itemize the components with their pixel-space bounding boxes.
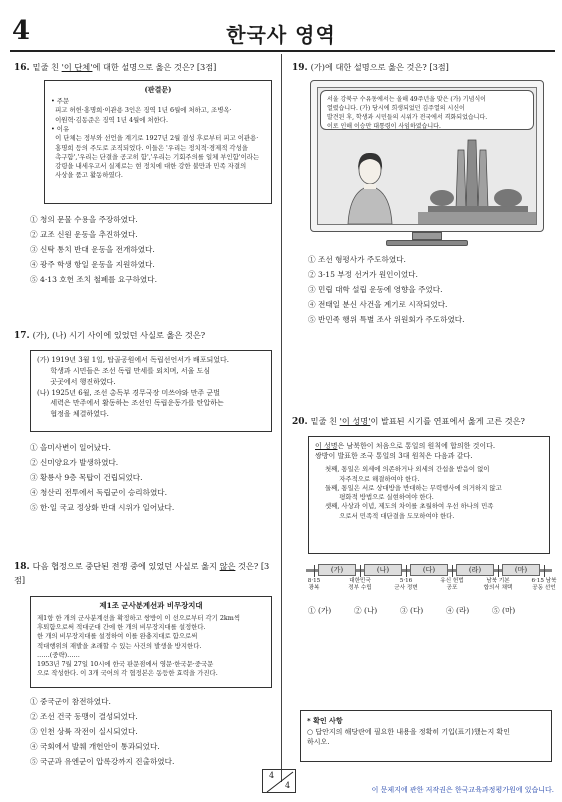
q20-option-2[interactable]: ② (나) [354,606,378,615]
q19-option-2[interactable]: ② 3·15 부정 선거가 원인이었다. [308,270,418,279]
section-title: 한국사 영역 [226,23,336,47]
q16-box-line-2: 피고 허헌·홍명희·이관용 3인은 징역 1년 6월에 처하고, 조병옥· [51,106,232,115]
timeline-event-2: 대한민국 정부 수립 [348,578,372,592]
timeline-period-4: (라) [456,564,494,576]
q16-text-pre: 밑줄 친 [32,62,62,72]
q16-option-4[interactable]: ④ 광주 학생 항일 운동을 지원하였다. [30,260,155,269]
timeline-period-1: (가) [318,564,356,576]
q20-option-1[interactable]: ① (가) [308,606,332,615]
timeline-period-2: (나) [364,564,402,576]
timeline-tick-6 [544,565,545,577]
timeline-period-3: (다) [410,564,448,576]
timeline-tick-4 [452,565,453,577]
notice-line1: ○ 답안지의 해당란에 필요한 내용을 정확히 기입(표기)했는지 확인 [307,727,510,736]
q17-option-4[interactable]: ④ 청산리 전투에서 독립군이 승리하였다. [30,488,168,497]
timeline-event-3: 5·16 군사 정변 [394,578,418,592]
q18-option-3[interactable]: ③ 인천 상륙 작전이 실시되었다. [30,727,138,736]
q18-box-line-3: 한 개의 비무장지대를 설정하여 이를 완충지대로 함으로써 [37,632,198,641]
timeline-period-5: (마) [502,564,540,576]
q16-title [14,62,276,74]
page-indicator-total: 4 [285,781,291,790]
copyright-notice: 이 문제지에 관한 저작권은 한국교육과정평가원에 있습니다. [371,786,554,794]
q16-box-line-6: 홍명희 등의 주도로 조직되었다. 이들은 '우리는 정치적·경제적 각성을 [51,143,248,152]
q17-box-line-3: 곳곳에서 행진하였다. [37,377,116,386]
q16-box-line-4: • 이유 [51,124,70,133]
q18-title [14,560,278,588]
q18-box-line-2: 후퇴함으로써 적대군대 간에 한 개의 비무장지대를 설정한다. [37,623,206,632]
timeline-tick-2 [360,565,361,577]
news-anchor-illustration [318,132,536,224]
q17-box-line-5: 세력은 만주에서 활동하는 조선인 독립운동가를 탄압하는 [37,399,224,408]
notice-line2: 하시오. [307,738,330,746]
q18-box-line-5: ……(중략)…… [37,650,80,659]
q16-number: 16. [14,63,30,73]
q20-option-3[interactable]: ③ (다) [400,606,424,615]
q19-bubble-line-3: 발견된 후, 학생과 시민들의 시위가 전국에서 격화되었습니다. [327,114,488,121]
q20-title [292,416,556,428]
timeline-event-1: 8·15 광복 [307,578,321,592]
q16-option-2[interactable]: ② 교조 신원 운동을 추진하였다. [30,230,138,239]
tv-screen [317,87,537,225]
q20-box-line1 [315,441,543,451]
q20-text-pre: 밑줄 친 [310,416,340,426]
q18-box-line-1: 제1항 한 개의 군사분계선을 확정하고 쌍방이 이 선으로부터 각기 2km씩 [37,613,241,622]
q18-option-1[interactable]: ① 중국군이 참전하였다. [30,697,111,706]
q16-text-post: 에 대한 설명으로 옳은 것은? [3점] [92,62,217,72]
q20-principle-line-5: 셋째, 사상과 이념, 제도의 차이를 초월하여 우선 하나의 민족 [325,502,494,511]
q17-option-5[interactable]: ⑤ 한·일 국교 정상화 반대 시위가 일어났다. [30,503,175,512]
notice-box [300,710,552,762]
q17-source-box [30,350,272,432]
timeline-tick-1 [314,565,315,577]
q18-option-2[interactable]: ② 조선 건국 동맹이 결성되었다. [30,712,138,721]
q17-box-line-1: (가) 1919년 3월 1일, 탑골공원에서 독립선언서가 배포되었다. [37,356,229,364]
q16-underlined-term: '이 단체' [61,62,93,72]
q20-principles [315,465,543,521]
q19-option-3[interactable]: ③ 민립 대학 설립 운동에 영향을 주었다. [308,285,443,294]
q18-underlined-term: 않은 [219,561,236,571]
q20-options [308,606,552,616]
timeline-tick-5 [498,565,499,577]
q19-number: 19. [292,63,308,73]
q17-box-line-6: 협정을 체결하였다. [37,410,109,419]
q18-box-lines [37,614,265,679]
q18-source-box [30,596,272,688]
column-divider [281,54,282,782]
q17-box-lines [37,355,265,420]
header-divider [10,50,555,52]
q19-text: (가)에 대한 설명으로 옳은 것은? [3점] [310,62,449,72]
q17-options [30,440,174,515]
page-number: 4 [12,16,31,46]
tv-illustration [310,80,544,232]
q19-bubble-line-2: 열렸습니다. (가) 당시에 희생되었던 김주열의 시신이 [327,105,465,112]
q16-option-3[interactable]: ③ 신탁 통치 반대 운동을 전개하였다. [30,245,155,254]
q20-box-line1-rest: 은 남북한이 처음으로 통일의 원칙에 합의한 것이다. [337,442,496,450]
q16-box-lines [51,97,265,181]
q18-option-5[interactable]: ⑤ 국군과 유엔군이 압록강까지 진출하였다. [30,757,175,766]
q17-box-line-4: (나) 1925년 6월, 조선 총독부 경무국장 미쓰야와 만주 군벌 [37,388,220,397]
q17-box-line-2: 학생과 시민들은 조선 독립 만세를 외치며, 서울 도심 [37,366,211,375]
q17-option-2[interactable]: ② 신미양요가 발생하였다. [30,458,119,467]
q18-number: 18. [14,562,30,572]
q16-option-5[interactable]: ⑤ 4·13 호헌 조치 철폐를 요구하였다. [30,275,158,284]
tv-stand-neck [412,232,442,240]
q20-principle-line-6: 으로서 민족적 대단결을 도모하여야 한다. [325,511,455,520]
q18-text-post: 것은? [3점] [14,561,270,586]
q19-bubble-lines [327,95,527,131]
q17-text: (가), (나) 시기 사이에 있었던 사실로 옳은 것은? [32,330,206,340]
q18-text-pre: 다음 협정으로 중단된 전쟁 중에 있었던 사실로 옳지 [32,561,220,571]
q20-timeline [306,564,557,604]
q20-underlined-term: '이 성명' [339,416,371,426]
q18-box-title: 제1조 군사분계선과 비무장지대 [99,601,203,610]
q20-principle-line-3: 둘째, 통일은 서로 상대방을 반대하는 무력행사에 의거하지 않고 [325,483,502,492]
q18-box-line-4: 적대행위의 재발을 초래할 수 있는 사건의 발생을 방지한다. [37,641,202,650]
q19-options [308,252,465,327]
q16-options [30,212,157,287]
q20-principle-line-1: 첫째, 통일은 외세에 의존하거나 외세의 간섭을 받음이 없이 [325,465,490,474]
tv-stand-base [386,240,468,246]
q19-title [292,62,554,74]
q17-title [14,330,276,342]
q16-box-line-5: 이 단체는 정부와 선언을 계기로 1927년 2월 결성 후로부터 피고 이관용· [51,134,259,143]
q20-box-underlined: 이 성명 [315,442,338,450]
q17-option-3[interactable]: ③ 황룡사 9층 목탑이 건립되었다. [30,473,143,482]
q17-option-1[interactable]: ① 을미사변이 일어났다. [30,443,111,452]
q20-option-4[interactable]: ④ (라) [446,606,470,615]
timeline-event-4: 유신 헌법 공포 [440,578,464,592]
q20-source-box [308,436,550,554]
page-indicator-current: 4 [269,771,275,780]
timeline-event-5: 남북 기본 합의서 채택 [483,578,513,592]
q17-number: 17. [14,331,30,341]
q16-box-line-3: 이원혁·김동준은 징역 1년 4월에 처한다. [51,115,168,124]
q19-bubble-line-1: 서울 강북구 수유동에서는 올해 49주년을 맞은 (가) 기념식이 [327,96,486,103]
q18-option-4[interactable]: ④ 국회에서 발췌 개헌안이 통과되었다. [30,742,160,751]
q20-principle-line-2: 자주적으로 해결하여야 한다. [325,474,420,483]
page-indicator [262,769,296,793]
q20-option-5[interactable]: ⑤ (마) [492,606,516,615]
timeline-tick-3 [406,565,407,577]
q20-box-line2: 쌍방이 발표한 조국 통일의 3대 원칙은 다음과 같다. [315,452,473,461]
q19-option-1[interactable]: ① 조선 형평사가 주도하였다. [308,255,406,264]
q16-source-box [44,80,272,204]
q20-number: 20. [292,417,308,427]
timeline-event-6: 6·15 남북 공동 선언 [531,578,557,592]
q16-option-1[interactable]: ① 청의 문물 수용을 주장하였다. [30,215,138,224]
q16-box-line-7: 촉구함','우리는 단결을 공고히 함','우리는 기회주의를 일체 부인함'이라는 [51,152,260,161]
q18-box-line-7: 으로 작성한다. 이 3개 국어의 각 협정본은 동등한 효력을 가진다. [37,669,218,678]
q18-box-line-6: 1953년 7월 27일 10시에 한국 판문점에서 영문·한국문·중국문 [37,660,214,669]
news-speech-bubble [320,90,534,130]
q19-bubble-line-4: 이로 인해 이승만 대통령이 사임하였습니다. [327,123,441,130]
q16-box-line-9: 사상을 품고 활동하였다. [51,171,123,180]
q20-text-post: 이 발표된 시기를 연표에서 옳게 고른 것은? [370,416,525,426]
q20-principle-line-4: 평화적 방법으로 실현하여야 한다. [325,493,434,502]
q19-option-4[interactable]: ④ 전태일 분신 사건을 계기로 시작되었다. [308,300,448,309]
q16-box-title: (판결문) [144,85,172,94]
q18-options [30,694,174,769]
q19-option-5[interactable]: ⑤ 반민족 행위 특별 조사 위원회가 주도하였다. [308,315,465,324]
notice-title: * 확인 사항 [307,717,343,725]
q16-box-line-8: 강령을 내세우고서 실제로는 현 정치에 대한 강한 불만과 민족 자결의 [51,162,247,171]
q16-box-line-1: • 주문 [51,97,70,106]
